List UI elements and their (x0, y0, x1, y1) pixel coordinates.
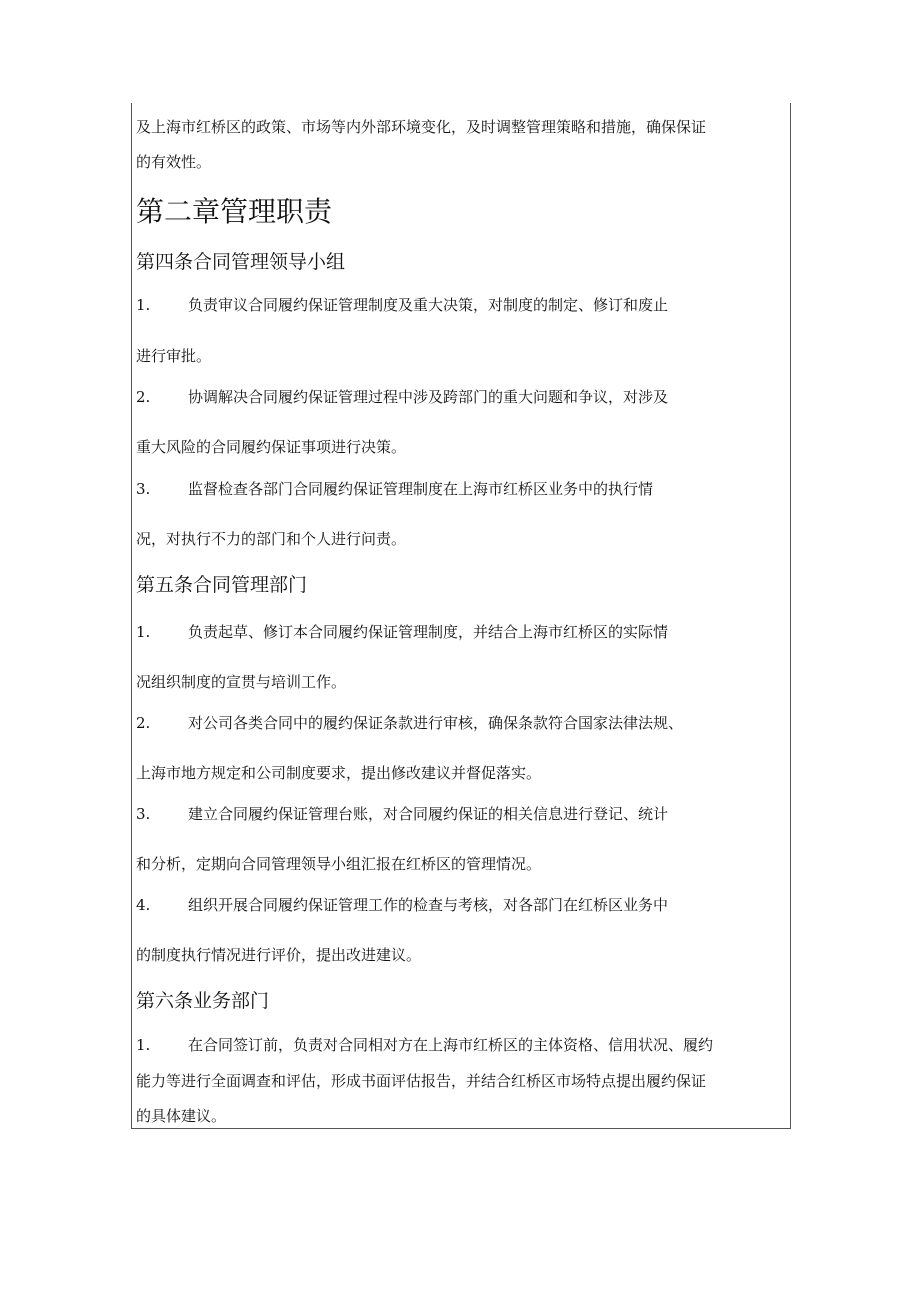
item-text: 建立合同履约保证管理台账，对合同履约保证的相关信息进行登记、统计 (188, 805, 669, 823)
item-number: 4. (136, 896, 151, 914)
item-number: 2. (136, 714, 151, 732)
article-4-title: 第四条合同管理领导小组 (136, 251, 346, 273)
item-text: 负责起草、修订本合同履约保证管理制度，并结合上海市红桥区的实际情 (188, 623, 669, 641)
item-text: 协调解决合同履约保证管理过程中涉及跨部门的重大问题和争议，对涉及 (188, 388, 669, 406)
art4-item-2-cont: 重大风险的合同履约保证事项进行决策。 (136, 438, 407, 456)
art4-item-1-cont: 进行审批。 (136, 347, 212, 365)
item-text: 对公司各类合同中的履约保证条款进行审核，确保条款符合国家法律法规、 (188, 714, 684, 732)
item-number: 3. (136, 805, 151, 823)
article-5-title: 第五条合同管理部门 (136, 574, 308, 596)
item-text: 组织开展合同履约保证管理工作的检查与考核，对各部门在红桥区业务中 (188, 896, 669, 914)
item-number: 2. (136, 388, 151, 406)
item-number: 1. (136, 296, 151, 314)
art4-item-3-cont: 况，对执行不力的部门和个人进行问责。 (136, 530, 407, 548)
art5-item-1-cont: 况组织制度的宣贯与培训工作。 (136, 673, 347, 691)
intro-line-1: 及上海市红桥区的政策、市场等内外部环境变化，及时调整管理策略和措施，确保保证 (136, 118, 707, 136)
item-text: 在合同签订前，负责对合同相对方在上海市红桥区的主体资格、信用状况、履约 (188, 1036, 714, 1054)
item-number: 1. (136, 1036, 151, 1054)
art6-item-1-line-2: 能力等进行全面调查和评估，形成书面评估报告，并结合红桥区市场特点提出履约保证 (136, 1072, 707, 1090)
item-number: 3. (136, 480, 151, 498)
article-6-title: 第六条业务部门 (136, 990, 270, 1012)
art5-item-2-cont: 上海市地方规定和公司制度要求，提出修改建议并督促落实。 (136, 764, 542, 782)
chapter-title: 第二章管理职责 (136, 195, 333, 228)
art5-item-4-cont: 的制度执行情况进行评价，提出改进建议。 (136, 946, 422, 964)
intro-line-2: 的有效性。 (136, 153, 212, 171)
item-text: 监督检查各部门合同履约保证管理制度在上海市红桥区业务中的执行情 (188, 480, 654, 498)
art5-item-3-cont: 和分析，定期向合同管理领导小组汇报在红桥区的管理情况。 (136, 855, 542, 873)
art6-item-1-line-3: 的具体建议。 (136, 1107, 227, 1125)
item-text: 负责审议合同履约保证管理制度及重大决策，对制度的制定、修订和废止 (188, 296, 669, 314)
item-number: 1. (136, 623, 151, 641)
